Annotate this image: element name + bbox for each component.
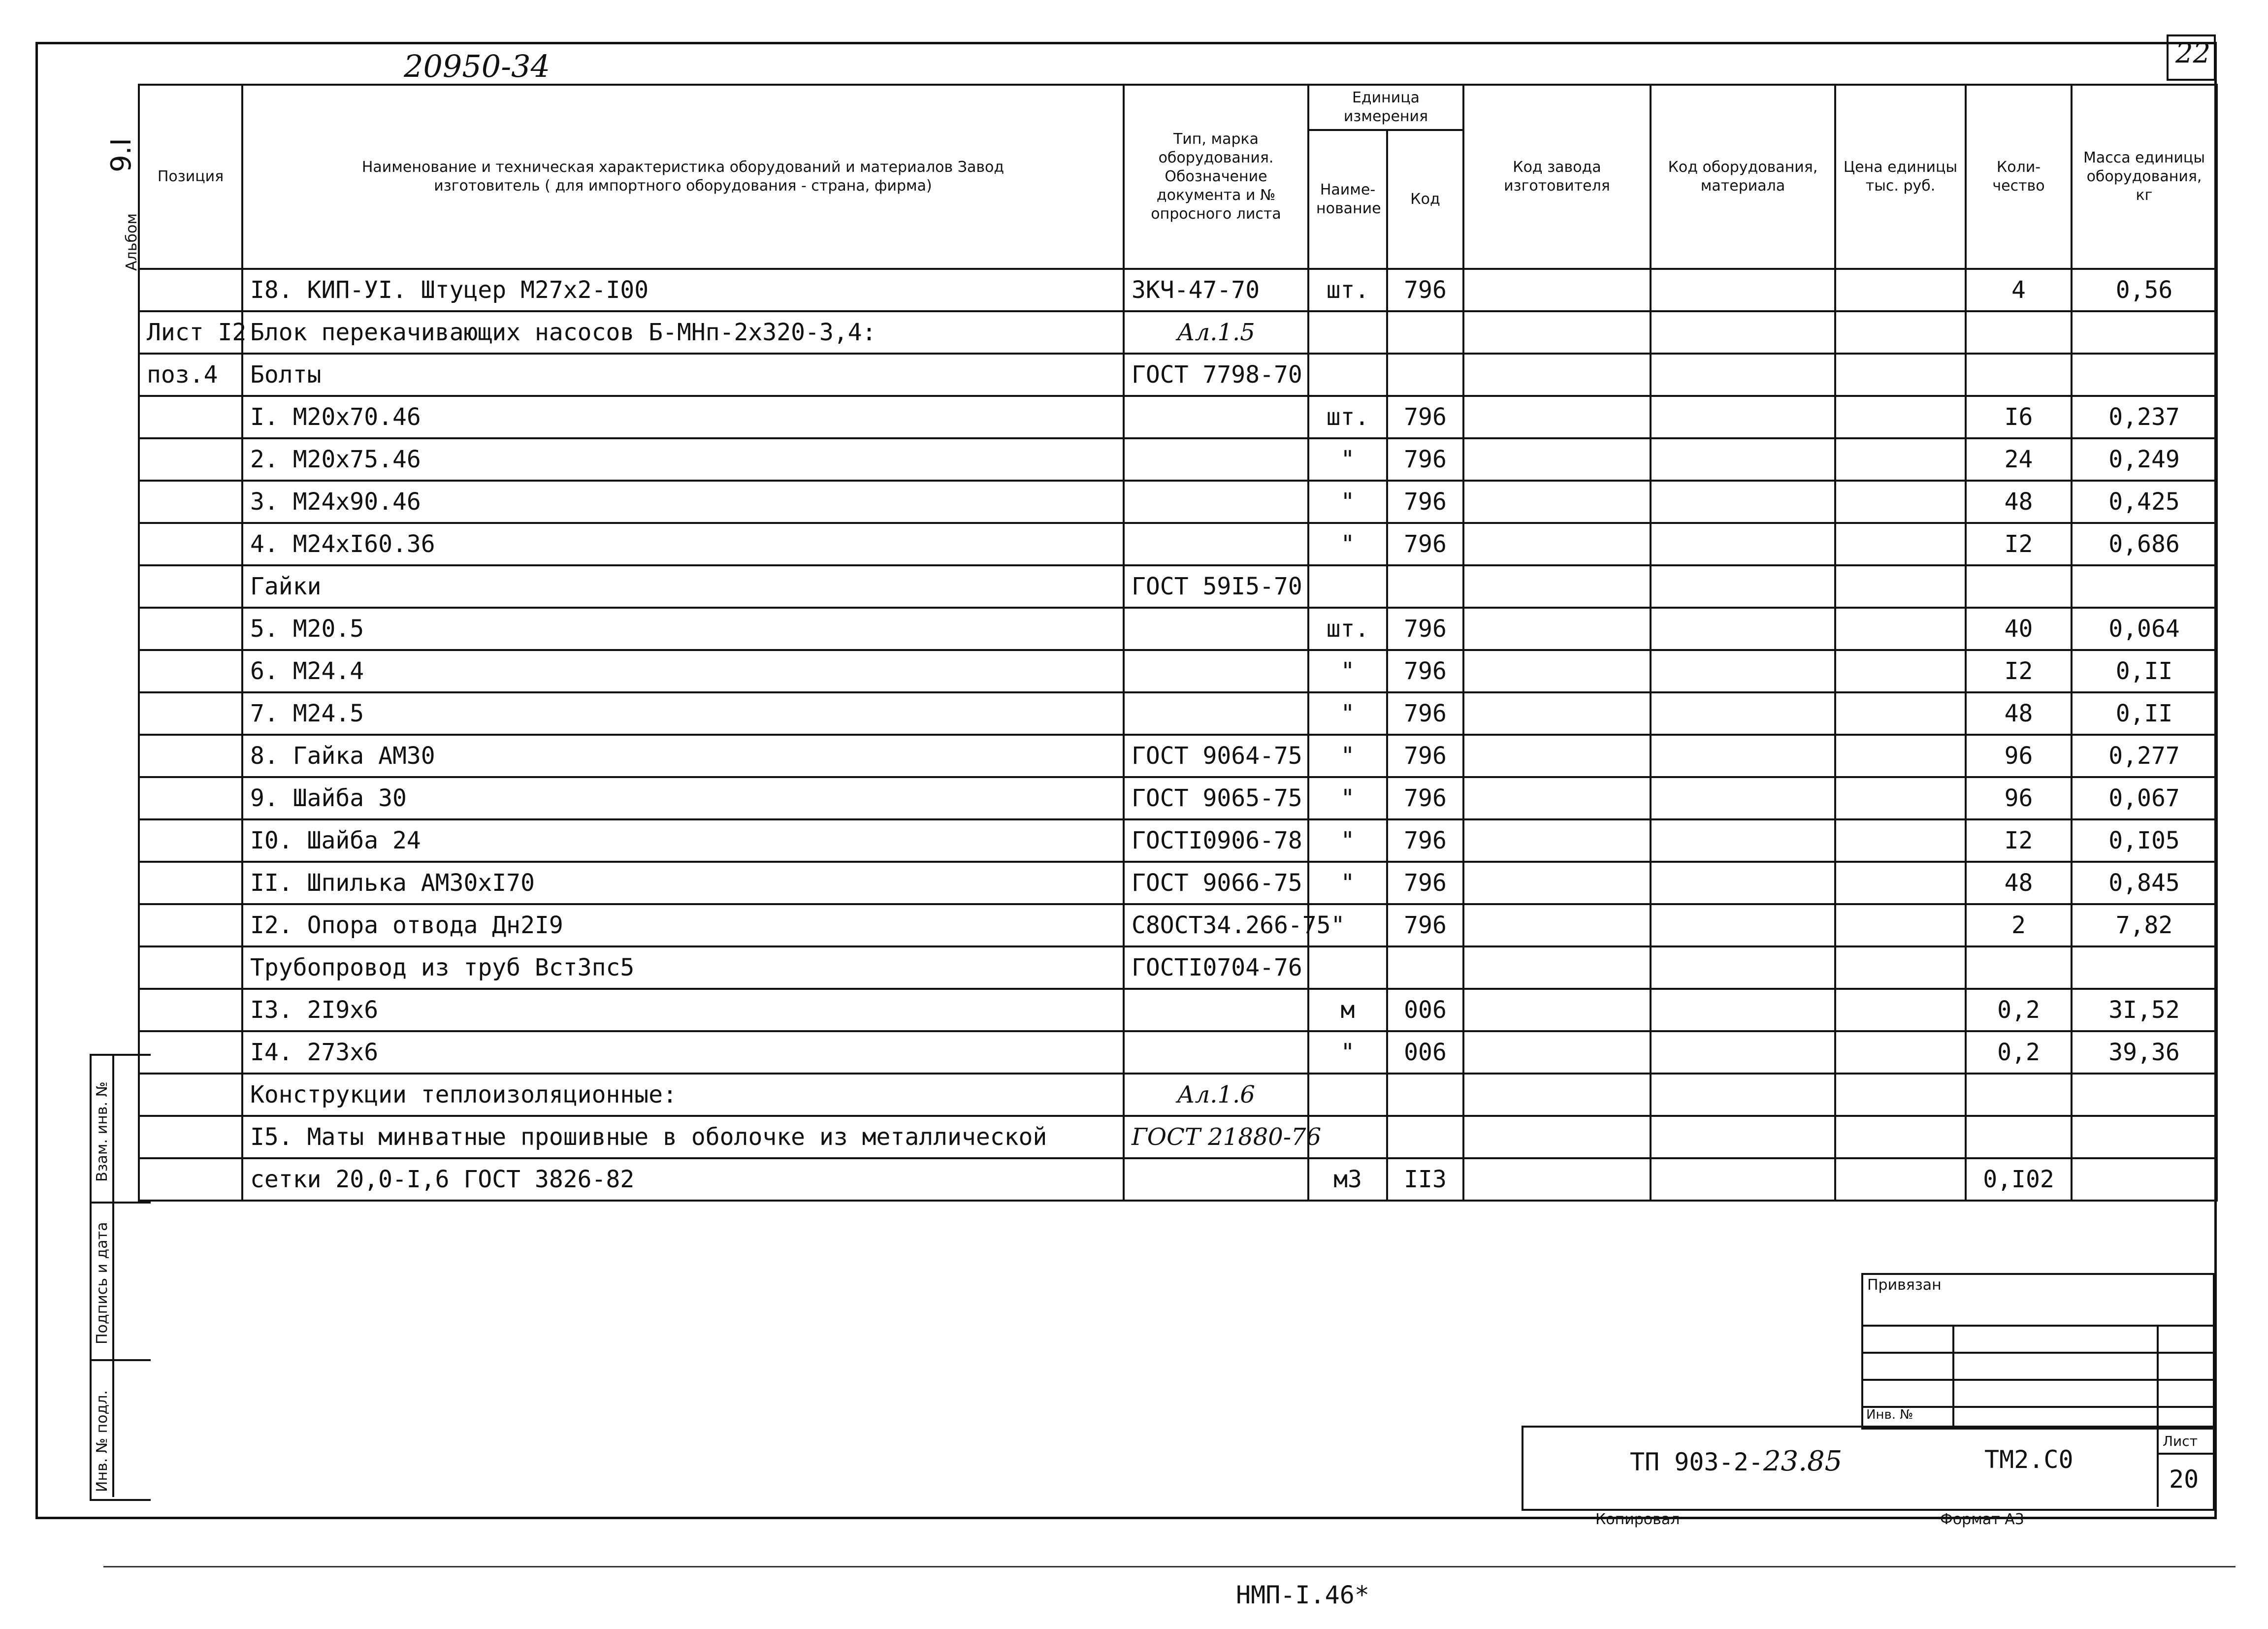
cell-name: 5. М20.5 xyxy=(242,608,1124,650)
header-mass: Масса единицы оборудования, кг xyxy=(2072,85,2217,269)
cell-price xyxy=(1835,1158,1966,1201)
cell-price xyxy=(1835,608,1966,650)
cell-name: I. М20х70.46 xyxy=(242,396,1124,438)
cell-unit: " xyxy=(1308,523,1387,565)
cell-price xyxy=(1835,269,1966,311)
cell-mass: 0,425 xyxy=(2072,481,2217,523)
stamp-line-b xyxy=(1861,1352,2213,1354)
cell-price xyxy=(1835,565,1966,608)
cell-mass: 0,56 xyxy=(2072,269,2217,311)
cell-code: 006 xyxy=(1387,989,1463,1031)
stamp-sheet-number: 20 xyxy=(2169,1465,2199,1494)
cell-plant-code xyxy=(1463,862,1651,904)
cell-unit xyxy=(1308,1074,1387,1116)
cell-code xyxy=(1387,1116,1463,1158)
cell-quantity xyxy=(1966,946,2072,989)
cell-name: Гайки xyxy=(242,565,1124,608)
cell-unit: " xyxy=(1308,1031,1387,1074)
cell-position: поз.4 xyxy=(139,354,242,396)
cell-equipment-code xyxy=(1651,608,1835,650)
cell-price xyxy=(1835,1116,1966,1158)
spec-table xyxy=(138,84,2218,1202)
page-number-top: 22 xyxy=(2175,37,2211,69)
table-row xyxy=(139,650,2217,692)
cell-equipment-code xyxy=(1651,692,1835,735)
cell-code: 796 xyxy=(1387,904,1463,946)
cell-unit xyxy=(1308,354,1387,396)
header-type: Тип, марка оборудования. Обозначение документа и № опросного листа xyxy=(1124,85,1308,269)
table-row xyxy=(139,1074,2217,1116)
cell-quantity: 48 xyxy=(1966,862,2072,904)
cell-name: I4. 273х6 xyxy=(242,1031,1124,1074)
cell-type: С8ОСТ34.266-75" xyxy=(1124,904,1308,946)
cell-equipment-code xyxy=(1651,904,1835,946)
stamp-title-box xyxy=(1522,1426,2215,1511)
cell-code: 796 xyxy=(1387,692,1463,735)
cell-unit: " xyxy=(1308,481,1387,523)
table-row xyxy=(139,481,2217,523)
cell-type xyxy=(1124,523,1308,565)
cell-plant-code xyxy=(1463,565,1651,608)
cell-name: сетки 20,0-I,6 ГОСТ 3826-82 xyxy=(242,1158,1124,1201)
cell-name: I3. 2I9х6 xyxy=(242,989,1124,1031)
cell-position xyxy=(139,735,242,777)
cell-equipment-code xyxy=(1651,1158,1835,1201)
cell-unit: " xyxy=(1308,692,1387,735)
cell-type xyxy=(1124,692,1308,735)
cell-position xyxy=(139,692,242,735)
spec-table-body xyxy=(139,269,2217,1201)
cell-equipment-code xyxy=(1651,1074,1835,1116)
cell-code: 796 xyxy=(1387,481,1463,523)
footer-format: Формат А3 xyxy=(1940,1511,2024,1528)
cell-price xyxy=(1835,735,1966,777)
cell-unit xyxy=(1308,946,1387,989)
cell-quantity xyxy=(1966,311,2072,354)
table-row xyxy=(139,565,2217,608)
cell-quantity: 48 xyxy=(1966,692,2072,735)
cell-plant-code xyxy=(1463,904,1651,946)
cell-plant-code xyxy=(1463,777,1651,819)
cell-position xyxy=(139,438,242,481)
stamp-line-a xyxy=(1861,1325,2213,1327)
cell-name: 3. М24х90.46 xyxy=(242,481,1124,523)
cell-quantity: 24 xyxy=(1966,438,2072,481)
cell-equipment-code xyxy=(1651,269,1835,311)
table-row xyxy=(139,904,2217,946)
cell-type xyxy=(1124,989,1308,1031)
cell-type: ГОСТI0704-76 xyxy=(1124,946,1308,989)
cell-plant-code xyxy=(1463,311,1651,354)
cell-mass: 0,845 xyxy=(2072,862,2217,904)
cell-price xyxy=(1835,989,1966,1031)
cell-unit: шт. xyxy=(1308,396,1387,438)
cell-quantity: 0,I02 xyxy=(1966,1158,2072,1201)
cell-position xyxy=(139,396,242,438)
table-row xyxy=(139,269,2217,311)
table-row xyxy=(139,354,2217,396)
cell-name: Трубопровод из труб ВстЗпс5 xyxy=(242,946,1124,989)
cell-type xyxy=(1124,396,1308,438)
cell-plant-code xyxy=(1463,1031,1651,1074)
cell-plant-code xyxy=(1463,269,1651,311)
stamp-doc-code xyxy=(1630,1445,1842,1477)
table-row xyxy=(139,1031,2217,1074)
stamp-line-d xyxy=(1861,1406,2213,1408)
cell-quantity xyxy=(1966,565,2072,608)
cell-price xyxy=(1835,396,1966,438)
cell-code: 796 xyxy=(1387,438,1463,481)
table-row xyxy=(139,438,2217,481)
side-label-signature: Подпись и дата xyxy=(94,1222,111,1344)
header-price: Цена единицы тыс. руб. xyxy=(1835,85,1966,269)
stamp-vline-a xyxy=(1952,1325,1954,1426)
cell-quantity: 0,2 xyxy=(1966,989,2072,1031)
cell-mass: 0,237 xyxy=(2072,396,2217,438)
header-unit-name: Наиме-нование xyxy=(1308,130,1387,269)
cell-position xyxy=(139,819,242,862)
cell-plant-code xyxy=(1463,608,1651,650)
cell-code xyxy=(1387,946,1463,989)
cell-name: II. Шпилька АМ30хI70 xyxy=(242,862,1124,904)
cell-mass xyxy=(2072,311,2217,354)
cell-mass: 0,249 xyxy=(2072,438,2217,481)
cell-mass: 0,277 xyxy=(2072,735,2217,777)
stamp-sheet-label: Лист xyxy=(2163,1433,2198,1449)
stamp-sheet-divider xyxy=(2157,1426,2159,1507)
stamp-vline-b xyxy=(2157,1325,2159,1426)
cell-price xyxy=(1835,692,1966,735)
cell-type xyxy=(1124,481,1308,523)
cell-price xyxy=(1835,946,1966,989)
cell-position xyxy=(139,523,242,565)
header-position: Позиция xyxy=(139,85,242,269)
cell-quantity: 0,2 xyxy=(1966,1031,2072,1074)
cell-type xyxy=(1124,608,1308,650)
doc-number-handwritten: 20950-34 xyxy=(404,48,551,84)
cell-type: Ал.1.6 xyxy=(1124,1074,1308,1116)
side-label-inventory: Инв. № подл. xyxy=(94,1390,111,1492)
cell-plant-code xyxy=(1463,354,1651,396)
cell-name: I5. Маты минватные прошивные в оболочке из металлической xyxy=(242,1116,1124,1158)
cell-unit: " xyxy=(1308,650,1387,692)
cell-unit: шт. xyxy=(1308,269,1387,311)
cell-plant-code xyxy=(1463,523,1651,565)
cell-unit: " xyxy=(1308,862,1387,904)
cell-mass: 0,686 xyxy=(2072,523,2217,565)
cell-equipment-code xyxy=(1651,396,1835,438)
cell-quantity: 96 xyxy=(1966,735,2072,777)
cell-equipment-code xyxy=(1651,819,1835,862)
cell-equipment-code xyxy=(1651,1116,1835,1158)
cell-position xyxy=(139,862,242,904)
cell-mass: 0,064 xyxy=(2072,608,2217,650)
table-row xyxy=(139,989,2217,1031)
header-quantity: Коли-чество xyxy=(1966,85,2072,269)
table-row xyxy=(139,946,2217,989)
cell-price xyxy=(1835,777,1966,819)
cell-quantity: I2 xyxy=(1966,650,2072,692)
header-unit-code: Код xyxy=(1387,130,1463,269)
cell-code xyxy=(1387,311,1463,354)
cell-quantity: 96 xyxy=(1966,777,2072,819)
cell-code: 006 xyxy=(1387,1031,1463,1074)
cell-name: 9. Шайба 30 xyxy=(242,777,1124,819)
cell-mass: 0,I05 xyxy=(2072,819,2217,862)
cell-equipment-code xyxy=(1651,523,1835,565)
stamp-doc-code-hand: 23.85 xyxy=(1763,1445,1843,1477)
cell-mass: 0,II xyxy=(2072,650,2217,692)
cell-position xyxy=(139,565,242,608)
cell-type xyxy=(1124,650,1308,692)
cell-code: II3 xyxy=(1387,1158,1463,1201)
table-row xyxy=(139,523,2217,565)
cell-quantity: I6 xyxy=(1966,396,2072,438)
cell-position xyxy=(139,1158,242,1201)
album-label: Альбом xyxy=(123,213,140,271)
cell-plant-code xyxy=(1463,692,1651,735)
cell-position xyxy=(139,481,242,523)
cell-position xyxy=(139,1074,242,1116)
cell-unit xyxy=(1308,565,1387,608)
cell-equipment-code xyxy=(1651,735,1835,777)
cell-price xyxy=(1835,311,1966,354)
cell-name: 6. М24.4 xyxy=(242,650,1124,692)
cell-type: ГОСТ 9064-75 xyxy=(1124,735,1308,777)
cell-type: ГОСТ 7798-70 xyxy=(1124,354,1308,396)
cell-quantity: 40 xyxy=(1966,608,2072,650)
cell-quantity: I2 xyxy=(1966,523,2072,565)
cell-equipment-code xyxy=(1651,989,1835,1031)
cell-name: Блок перекачивающих насосов Б-МНп-2х320-3,4: xyxy=(242,311,1124,354)
cell-type xyxy=(1124,438,1308,481)
table-row xyxy=(139,692,2217,735)
cell-price xyxy=(1835,1031,1966,1074)
cell-equipment-code xyxy=(1651,862,1835,904)
cell-code: 796 xyxy=(1387,650,1463,692)
cell-unit: " xyxy=(1308,438,1387,481)
cell-equipment-code xyxy=(1651,354,1835,396)
cell-price xyxy=(1835,481,1966,523)
stamp-sheet-hline xyxy=(2157,1453,2213,1455)
cell-position xyxy=(139,608,242,650)
cell-unit: " xyxy=(1308,735,1387,777)
cell-code: 796 xyxy=(1387,862,1463,904)
cell-unit: шт. xyxy=(1308,608,1387,650)
cell-name: Болты xyxy=(242,354,1124,396)
cell-equipment-code xyxy=(1651,311,1835,354)
cell-quantity: 48 xyxy=(1966,481,2072,523)
cell-type: ГОСТ 9066-75 xyxy=(1124,862,1308,904)
cell-name: 7. М24.5 xyxy=(242,692,1124,735)
cell-plant-code xyxy=(1463,735,1651,777)
cell-quantity xyxy=(1966,354,2072,396)
stamp-sheet-code: ТМ2.С0 xyxy=(1984,1445,2074,1474)
cell-mass xyxy=(2072,946,2217,989)
cell-quantity: I2 xyxy=(1966,819,2072,862)
table-row xyxy=(139,608,2217,650)
cell-mass: 0,II xyxy=(2072,692,2217,735)
table-row xyxy=(139,1158,2217,1201)
cell-position xyxy=(139,269,242,311)
cell-plant-code xyxy=(1463,650,1651,692)
stamp-line-c xyxy=(1861,1379,2213,1381)
cell-name: Конструкции теплоизоляционные: xyxy=(242,1074,1124,1116)
side-stamp-divider-1 xyxy=(90,1202,151,1204)
stamp-privyazan-label: Привязан xyxy=(1867,1276,1942,1294)
cell-equipment-code xyxy=(1651,565,1835,608)
cell-position xyxy=(139,989,242,1031)
cell-plant-code xyxy=(1463,438,1651,481)
cell-equipment-code xyxy=(1651,1031,1835,1074)
header-equipment-code: Код оборудования, материала xyxy=(1651,85,1835,269)
cell-position xyxy=(139,650,242,692)
cell-position xyxy=(139,946,242,989)
cell-code: 796 xyxy=(1387,608,1463,650)
cell-code: 796 xyxy=(1387,819,1463,862)
cell-mass xyxy=(2072,1158,2217,1201)
cell-plant-code xyxy=(1463,1158,1651,1201)
cell-code: 796 xyxy=(1387,396,1463,438)
side-stamp-divider-2 xyxy=(90,1359,151,1361)
cell-name: I8. КИП-УI. Штуцер М27х2-I00 xyxy=(242,269,1124,311)
table-row xyxy=(139,1116,2217,1158)
cell-code: 796 xyxy=(1387,269,1463,311)
header-plant-code: Код завода изготовителя xyxy=(1463,85,1651,269)
cell-code xyxy=(1387,565,1463,608)
cell-price xyxy=(1835,904,1966,946)
cell-name: I2. Опора отвода Дн2I9 xyxy=(242,904,1124,946)
cell-unit: " xyxy=(1308,819,1387,862)
cell-quantity: 4 xyxy=(1966,269,2072,311)
cell-name: 4. М24хI60.36 xyxy=(242,523,1124,565)
cell-equipment-code xyxy=(1651,481,1835,523)
header-unit-group: Единица измерения xyxy=(1308,85,1463,130)
cell-position xyxy=(139,1116,242,1158)
cell-price xyxy=(1835,862,1966,904)
cell-mass: 0,067 xyxy=(2072,777,2217,819)
cell-unit: м3 xyxy=(1308,1158,1387,1201)
footer-copied: Копировал xyxy=(1595,1511,1680,1528)
stamp-doc-code-typed: ТП 903-2- xyxy=(1630,1448,1763,1476)
cell-position: Лист I2 xyxy=(139,311,242,354)
cell-price xyxy=(1835,354,1966,396)
cell-type: ГОСТI0906-78 xyxy=(1124,819,1308,862)
table-row xyxy=(139,777,2217,819)
cell-quantity xyxy=(1966,1074,2072,1116)
table-row xyxy=(139,396,2217,438)
cell-quantity xyxy=(1966,1116,2072,1158)
cell-type: ЗКЧ-47-70 xyxy=(1124,269,1308,311)
cell-name: 8. Гайка АМ30 xyxy=(242,735,1124,777)
cell-type: ГОСТ 9065-75 xyxy=(1124,777,1308,819)
cell-unit: м xyxy=(1308,989,1387,1031)
header-name: Наименование и техническая характеристика оборудований и материалов Завод изготовитель ( для импортного оборудования - страна, фирма) xyxy=(242,85,1124,269)
table-row xyxy=(139,735,2217,777)
cell-name: I0. Шайба 24 xyxy=(242,819,1124,862)
side-stamp-inner-line xyxy=(112,1054,114,1497)
cell-unit: " xyxy=(1308,777,1387,819)
stamp-inv-label: Инв. № xyxy=(1866,1407,1913,1422)
cell-mass xyxy=(2072,1074,2217,1116)
cell-code: 796 xyxy=(1387,735,1463,777)
cell-mass: 7,82 xyxy=(2072,904,2217,946)
table-row xyxy=(139,819,2217,862)
cell-type: ГОСТ 21880-76 xyxy=(1124,1116,1308,1158)
cell-position xyxy=(139,777,242,819)
cell-plant-code xyxy=(1463,396,1651,438)
cell-mass xyxy=(2072,565,2217,608)
cell-price xyxy=(1835,523,1966,565)
footer-bottom-mark: НМП-I.46* xyxy=(1236,1581,1369,1609)
cell-name: 2. М20х75.46 xyxy=(242,438,1124,481)
cell-plant-code xyxy=(1463,481,1651,523)
cell-equipment-code xyxy=(1651,777,1835,819)
cell-mass: 3I,52 xyxy=(2072,989,2217,1031)
cell-position xyxy=(139,904,242,946)
cell-plant-code xyxy=(1463,1074,1651,1116)
cell-plant-code xyxy=(1463,989,1651,1031)
cell-code xyxy=(1387,1074,1463,1116)
cell-price xyxy=(1835,438,1966,481)
cell-unit xyxy=(1308,311,1387,354)
cell-plant-code xyxy=(1463,819,1651,862)
cell-plant-code xyxy=(1463,946,1651,989)
cell-mass xyxy=(2072,1116,2217,1158)
cell-type xyxy=(1124,1158,1308,1201)
cell-plant-code xyxy=(1463,1116,1651,1158)
cell-equipment-code xyxy=(1651,650,1835,692)
cell-equipment-code xyxy=(1651,946,1835,989)
cell-type xyxy=(1124,1031,1308,1074)
side-label-replaced: Взам. инв. № xyxy=(94,1081,111,1182)
cell-code: 796 xyxy=(1387,523,1463,565)
cell-code: 796 xyxy=(1387,777,1463,819)
cell-position xyxy=(139,1031,242,1074)
album-number: 9.I xyxy=(105,138,137,172)
cell-price xyxy=(1835,650,1966,692)
cell-price xyxy=(1835,819,1966,862)
table-row xyxy=(139,311,2217,354)
table-row xyxy=(139,862,2217,904)
cell-equipment-code xyxy=(1651,438,1835,481)
cell-mass xyxy=(2072,354,2217,396)
cell-mass: 39,36 xyxy=(2072,1031,2217,1074)
cell-type: ГОСТ 59I5-70 xyxy=(1124,565,1308,608)
footer-bottom-line xyxy=(103,1566,2236,1567)
cell-type: Ал.1.5 xyxy=(1124,311,1308,354)
cell-code xyxy=(1387,354,1463,396)
cell-quantity: 2 xyxy=(1966,904,2072,946)
cell-price xyxy=(1835,1074,1966,1116)
